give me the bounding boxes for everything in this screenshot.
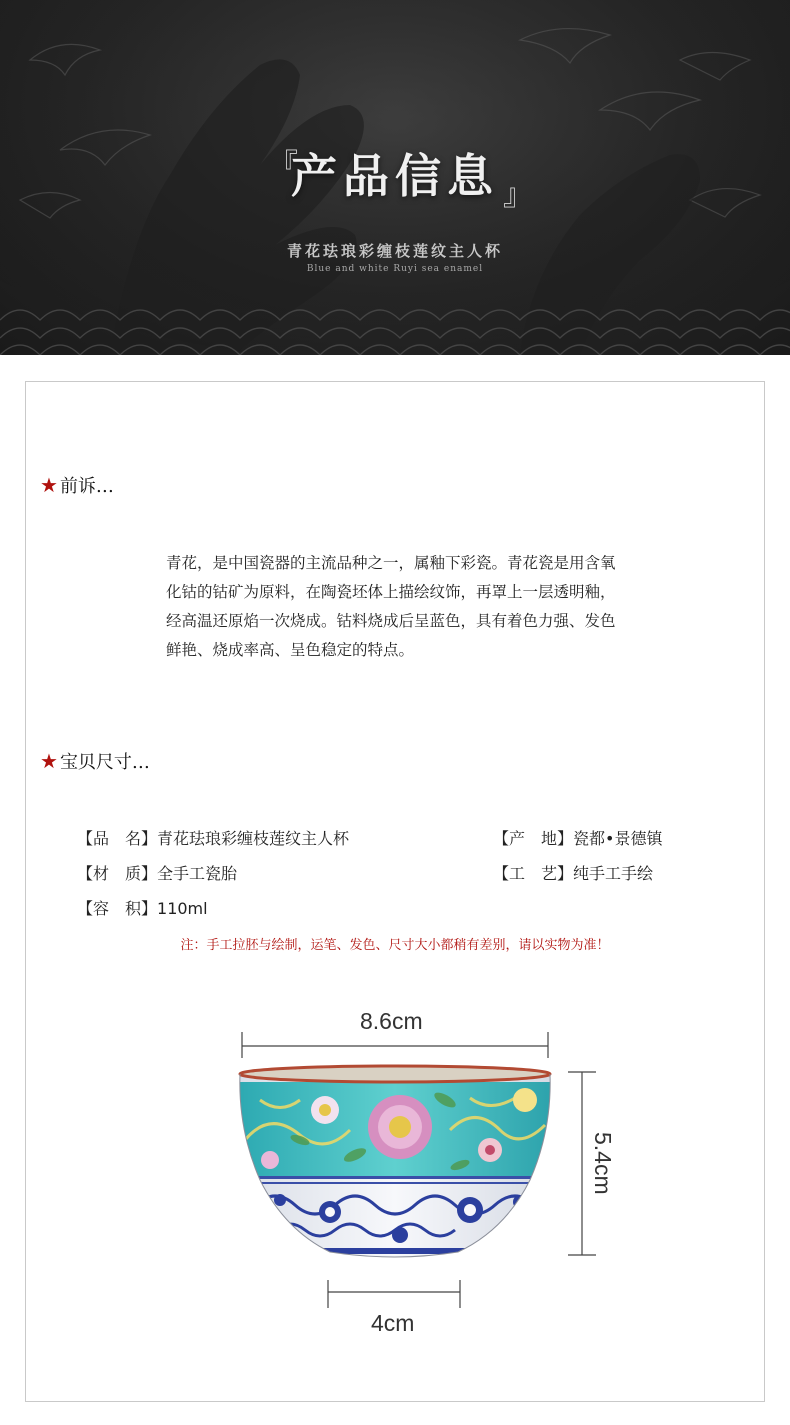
banner-title: 产品信息 xyxy=(291,149,499,203)
spec-heading xyxy=(40,748,150,774)
intro-paragraph: 青花，是中国瓷器的主流品种之一，属釉下彩瓷。青花瓷是用含氧化钴的钴矿为原料，在陶瓷坯体上描绘纹饰，再罩上一层透明釉，经高温还原焰一次烧成。钴料烧成后呈蓝色，具有着色力强、发色鲜艳、烧成率高、呈色稳定的特点。 xyxy=(166,554,616,659)
banner-subtitle-english: Blue and white Ruyi sea enamel xyxy=(306,264,484,274)
spec-label: 【品 名】 xyxy=(77,829,158,848)
spec-value: 纯手工手绘 xyxy=(573,864,654,883)
banner-subtitle: 青花珐琅彩缠枝莲纹主人杯 xyxy=(286,242,503,260)
spec-label: 【容 积】 xyxy=(77,899,158,918)
title-bracket-right: 』 xyxy=(503,178,533,213)
spec-value: 全手工瓷胎 xyxy=(157,864,238,883)
spec-label: 【工 艺】 xyxy=(493,864,574,883)
width-dimension-label: 8.6cm xyxy=(360,1008,423,1034)
product-dimension-diagram xyxy=(0,990,790,1350)
spec-row-craft xyxy=(493,861,653,884)
spec-heading-text: 宝贝尺寸… xyxy=(59,752,150,773)
spec-label: 【材 质】 xyxy=(77,864,158,883)
intro-heading-text: 前诉… xyxy=(59,476,114,497)
intro-heading xyxy=(40,472,114,498)
spec-value: 青花珐琅彩缠枝莲纹主人杯 xyxy=(157,829,350,848)
spec-row-material xyxy=(77,861,237,884)
spec-row-capacity xyxy=(77,896,208,919)
spec-label: 【产 地】 xyxy=(493,829,574,848)
title-bracket-left: 『 xyxy=(268,148,298,183)
base-dimension-line xyxy=(328,1280,460,1308)
spec-value: 瓷都•景德镇 xyxy=(573,829,663,848)
cup-illustration xyxy=(0,990,790,1350)
spec-row-name xyxy=(77,826,349,849)
spec-row-origin xyxy=(493,826,662,849)
height-dimension-label: 5.4cm xyxy=(590,1132,616,1195)
width-dimension-line xyxy=(242,1032,548,1058)
spec-value: 110ml xyxy=(157,899,208,918)
base-dimension-label: 4cm xyxy=(371,1310,415,1336)
star-icon: ★ xyxy=(40,749,58,773)
product-info-banner xyxy=(0,0,790,355)
handmade-disclaimer-note: 注：手工拉胚与绘制，运笔、发色、尺寸大小都稍有差别，请以实物为准！ xyxy=(180,938,610,953)
star-icon: ★ xyxy=(40,473,58,497)
